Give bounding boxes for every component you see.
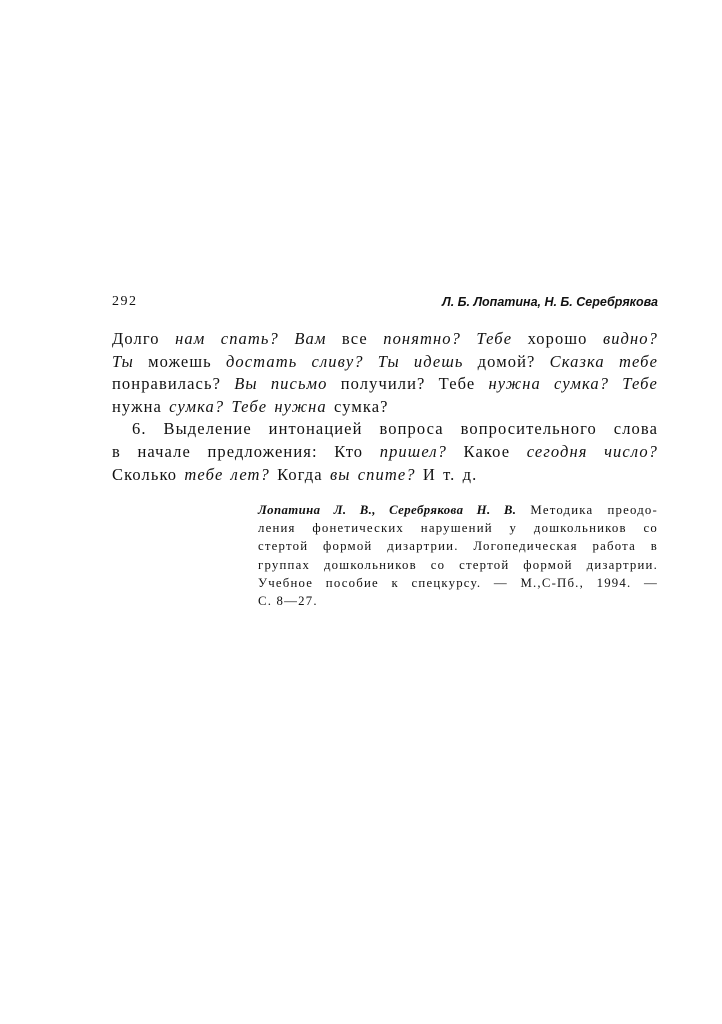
reference-line: группах дошкольников со стертой формой дизартрии. bbox=[258, 557, 658, 572]
text-line bbox=[112, 396, 658, 419]
italic-run: нам спать? Вам bbox=[175, 329, 327, 348]
text-line bbox=[112, 373, 658, 396]
italic-run: вы спите? bbox=[329, 464, 416, 484]
text-run: понравилась? bbox=[112, 374, 235, 394]
text-run: Методика преодо- bbox=[516, 503, 658, 517]
text-line bbox=[112, 351, 658, 374]
italic-run: Ты bbox=[112, 351, 134, 371]
text-run: И т. д. bbox=[415, 464, 478, 484]
text-run: в начале предложения: Кто bbox=[112, 441, 380, 461]
reference-authors: Лопатина Л. В., Серебрякова Н. В. bbox=[258, 503, 517, 517]
italic-run: сумка? Тебе нужна bbox=[169, 396, 327, 416]
text-line: 6. Выделение интонацией вопроса вопросительного слова bbox=[132, 419, 658, 439]
italic-run: видно? bbox=[602, 329, 658, 348]
bibliographic-reference bbox=[258, 501, 658, 610]
text-run: все bbox=[326, 329, 384, 348]
italic-run: достать сливу? Ты идешь bbox=[225, 351, 464, 371]
text-run: сумка? bbox=[326, 396, 389, 416]
page-number: 292 bbox=[112, 294, 138, 309]
italic-run: сегодня число? bbox=[526, 441, 659, 461]
text-run: нужна bbox=[112, 396, 170, 416]
reference-line: С. 8—27. bbox=[258, 593, 318, 608]
reference-line bbox=[258, 501, 658, 519]
italic-run: Вы письмо bbox=[234, 374, 328, 394]
paragraph-examples bbox=[112, 328, 658, 418]
text-run: можешь bbox=[133, 351, 226, 371]
text-line bbox=[112, 328, 658, 351]
text-run: Долго bbox=[112, 329, 176, 348]
italic-run: тебе лет? bbox=[184, 464, 270, 484]
text-line bbox=[112, 441, 658, 464]
text-run: получили? Тебе bbox=[327, 374, 489, 394]
running-head: Л. Б. Лопатина, Н. Б. Серебрякова bbox=[442, 295, 658, 309]
text-run: хорошо bbox=[512, 329, 603, 348]
text-run: домой? bbox=[463, 351, 550, 371]
body-text bbox=[112, 328, 658, 486]
paragraph-item-6 bbox=[112, 418, 658, 486]
text-run: Когда bbox=[269, 464, 330, 484]
text-run: Сколько bbox=[112, 464, 185, 484]
italic-run: пришел? bbox=[379, 441, 447, 461]
reference-line: ления фонетических нарушений у дошкольников со bbox=[258, 521, 658, 536]
text-run: Какое bbox=[446, 441, 527, 461]
text-line bbox=[112, 464, 658, 487]
italic-run: понятно? Тебе bbox=[383, 329, 513, 348]
reference-line: Учебное пособие к спецкурсу. — М.,С-Пб., 1994. — bbox=[258, 575, 658, 590]
italic-run: Сказка тебе bbox=[549, 351, 658, 371]
page-header bbox=[112, 294, 658, 312]
reference-line: стертой формой дизартрии. Логопедическая работа в bbox=[258, 539, 658, 554]
italic-run: нужна сумка? Тебе bbox=[488, 374, 658, 394]
